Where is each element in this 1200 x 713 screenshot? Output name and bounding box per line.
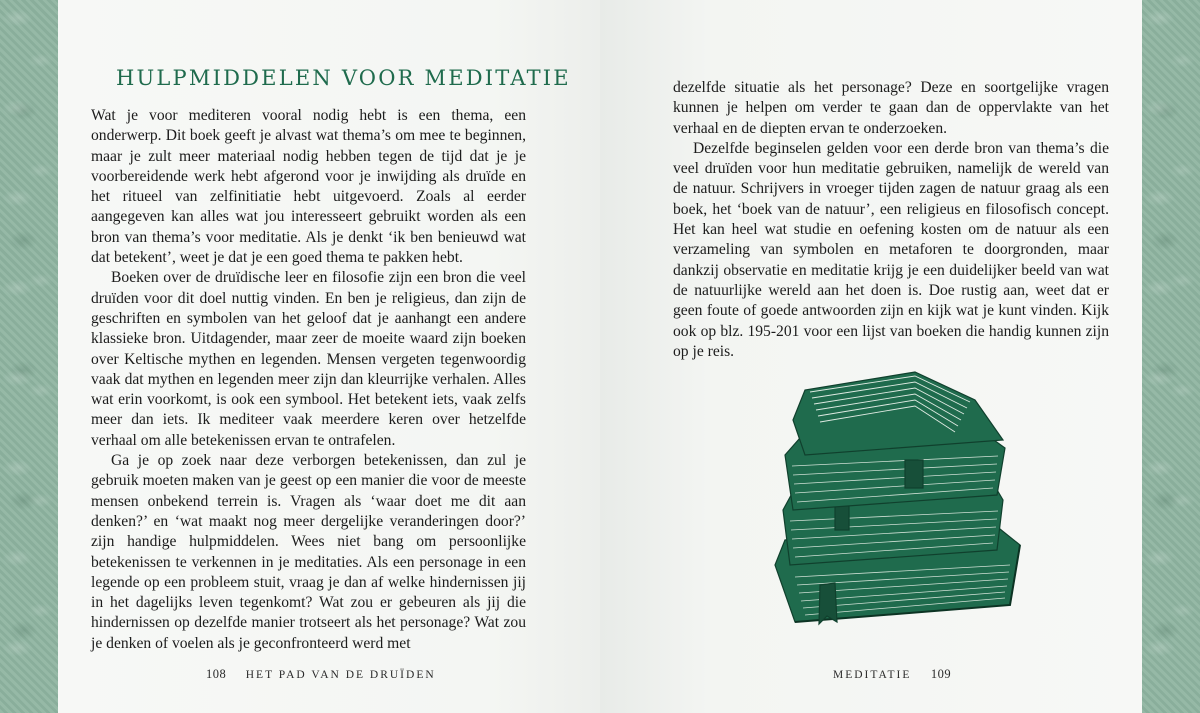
paragraph: Dezelfde beginselen gelden voor een derde bron van thema’s die veel druïden voor hun meditatie gebruiken, namelijk de wereld van de natuur. Schrijvers in vroeger tijden zagen de natuur graag als een boek, het ‘boek van de natuur’, een religieus en filosofisch concept. Het kan heel wat studie en oefening kosten om de natuur als een verzameling van symbolen en metaforen te doorgronden, maar dankzij observatie en meditatie krijg je een duidelijker beeld van wat de natuurlijke wereld aan het doen is. Doe rustig aan, weet dat er geen foute of goede antwoorden zijn en kijk wat je kunt vinden. Kijk ook op blz. 195-201 voor een lijst van boeken die handig kunnen zijn op je reis. <box>673 139 1109 360</box>
left-page-footer <box>206 667 436 682</box>
page-number: 109 <box>930 667 952 681</box>
left-page-body <box>91 106 526 654</box>
right-page-body <box>673 78 1109 362</box>
running-title: HET PAD VAN DE DRUÏDEN <box>245 669 436 681</box>
decorative-border-left <box>0 0 58 713</box>
paragraph: Wat je voor mediteren vooral nodig hebt is een thema, een onderwerp. Dit boek geeft je alvast wat thema’s om mee te beginnen, maar je zult meer materiaal nodig hebben tegen de tijd dat je je voorbereidende werk hebt afgerond voor je inwijding als druïde en het ritueel van zelfinitiatie hebt uitgevoerd. Zoals al eerder aangegeven kan alles wat jou interesseert gebruikt worden als een bron van thema’s voor meditatie. Als je denkt ‘ik ben benieuwd wat dat betekent’, weet je dat je een goed thema te pakken hebt. <box>91 107 526 267</box>
right-page <box>600 0 1142 713</box>
paragraph: Boeken over de druïdische leer en filosofie zijn een bron die veel druïden voor dit doel nuttig vinden. En ben je religieus, dan zijn de geschriften en symbolen van het geloof dat je aanhangt een andere klassieke bron. Uitdagender, maar zeer de moeite waard zijn boeken over Keltische mythen en legenden. Mensen vergeten tegenwoordig vaak dat mythen en legenden meer zijn dan kleurrijke verhalen. Alles wat erin voorkomt, is ook een symbool. Het betekent iets, vaak zelfs meer dan iets. Ik mediteer vaak meerdere keren over hetzelfde verhaal om alle betekenissen ervan te ontrafelen. <box>91 269 526 449</box>
page-number: 108 <box>206 667 227 681</box>
paragraph: dezelfde situatie als het personage? Deze en soortgelijke vragen kunnen je helpen om verder te gaan dan de oppervlakte van het verhaal en de diepten ervan te onderzoeken. <box>673 79 1109 137</box>
stacked-books-illustration <box>765 360 1030 628</box>
right-page-footer <box>833 667 951 682</box>
decorative-border-right <box>1142 0 1200 713</box>
running-title: MEDITATIE <box>833 669 912 681</box>
section-heading: HULPMIDDELEN VOOR MEDITATIE <box>116 66 571 90</box>
paragraph: Ga je op zoek naar deze verborgen betekenissen, dan zul je gebruik moeten maken van je geest op een manier die voor de meeste mensen onbekend terrein is. Vragen als ‘waar doet me dit aan denken?’ en ‘wat maakt nog meer dergelijke veranderingen door?’ zijn handige hulpmiddelen. Wees niet bang om persoonlijke betekenissen te verkennen in je meditaties. Als een personage in een legende op een probleem stuit, vraag je dan af welke hindernissen jij in het dagelijks leven tegenkomt? Wat zou er gebeuren als jij die hindernissen op dezelfde manier trotseert als het personage? Wat zou je denken of voelen als je geconfronteerd werd met <box>91 452 526 652</box>
left-page <box>58 0 600 713</box>
